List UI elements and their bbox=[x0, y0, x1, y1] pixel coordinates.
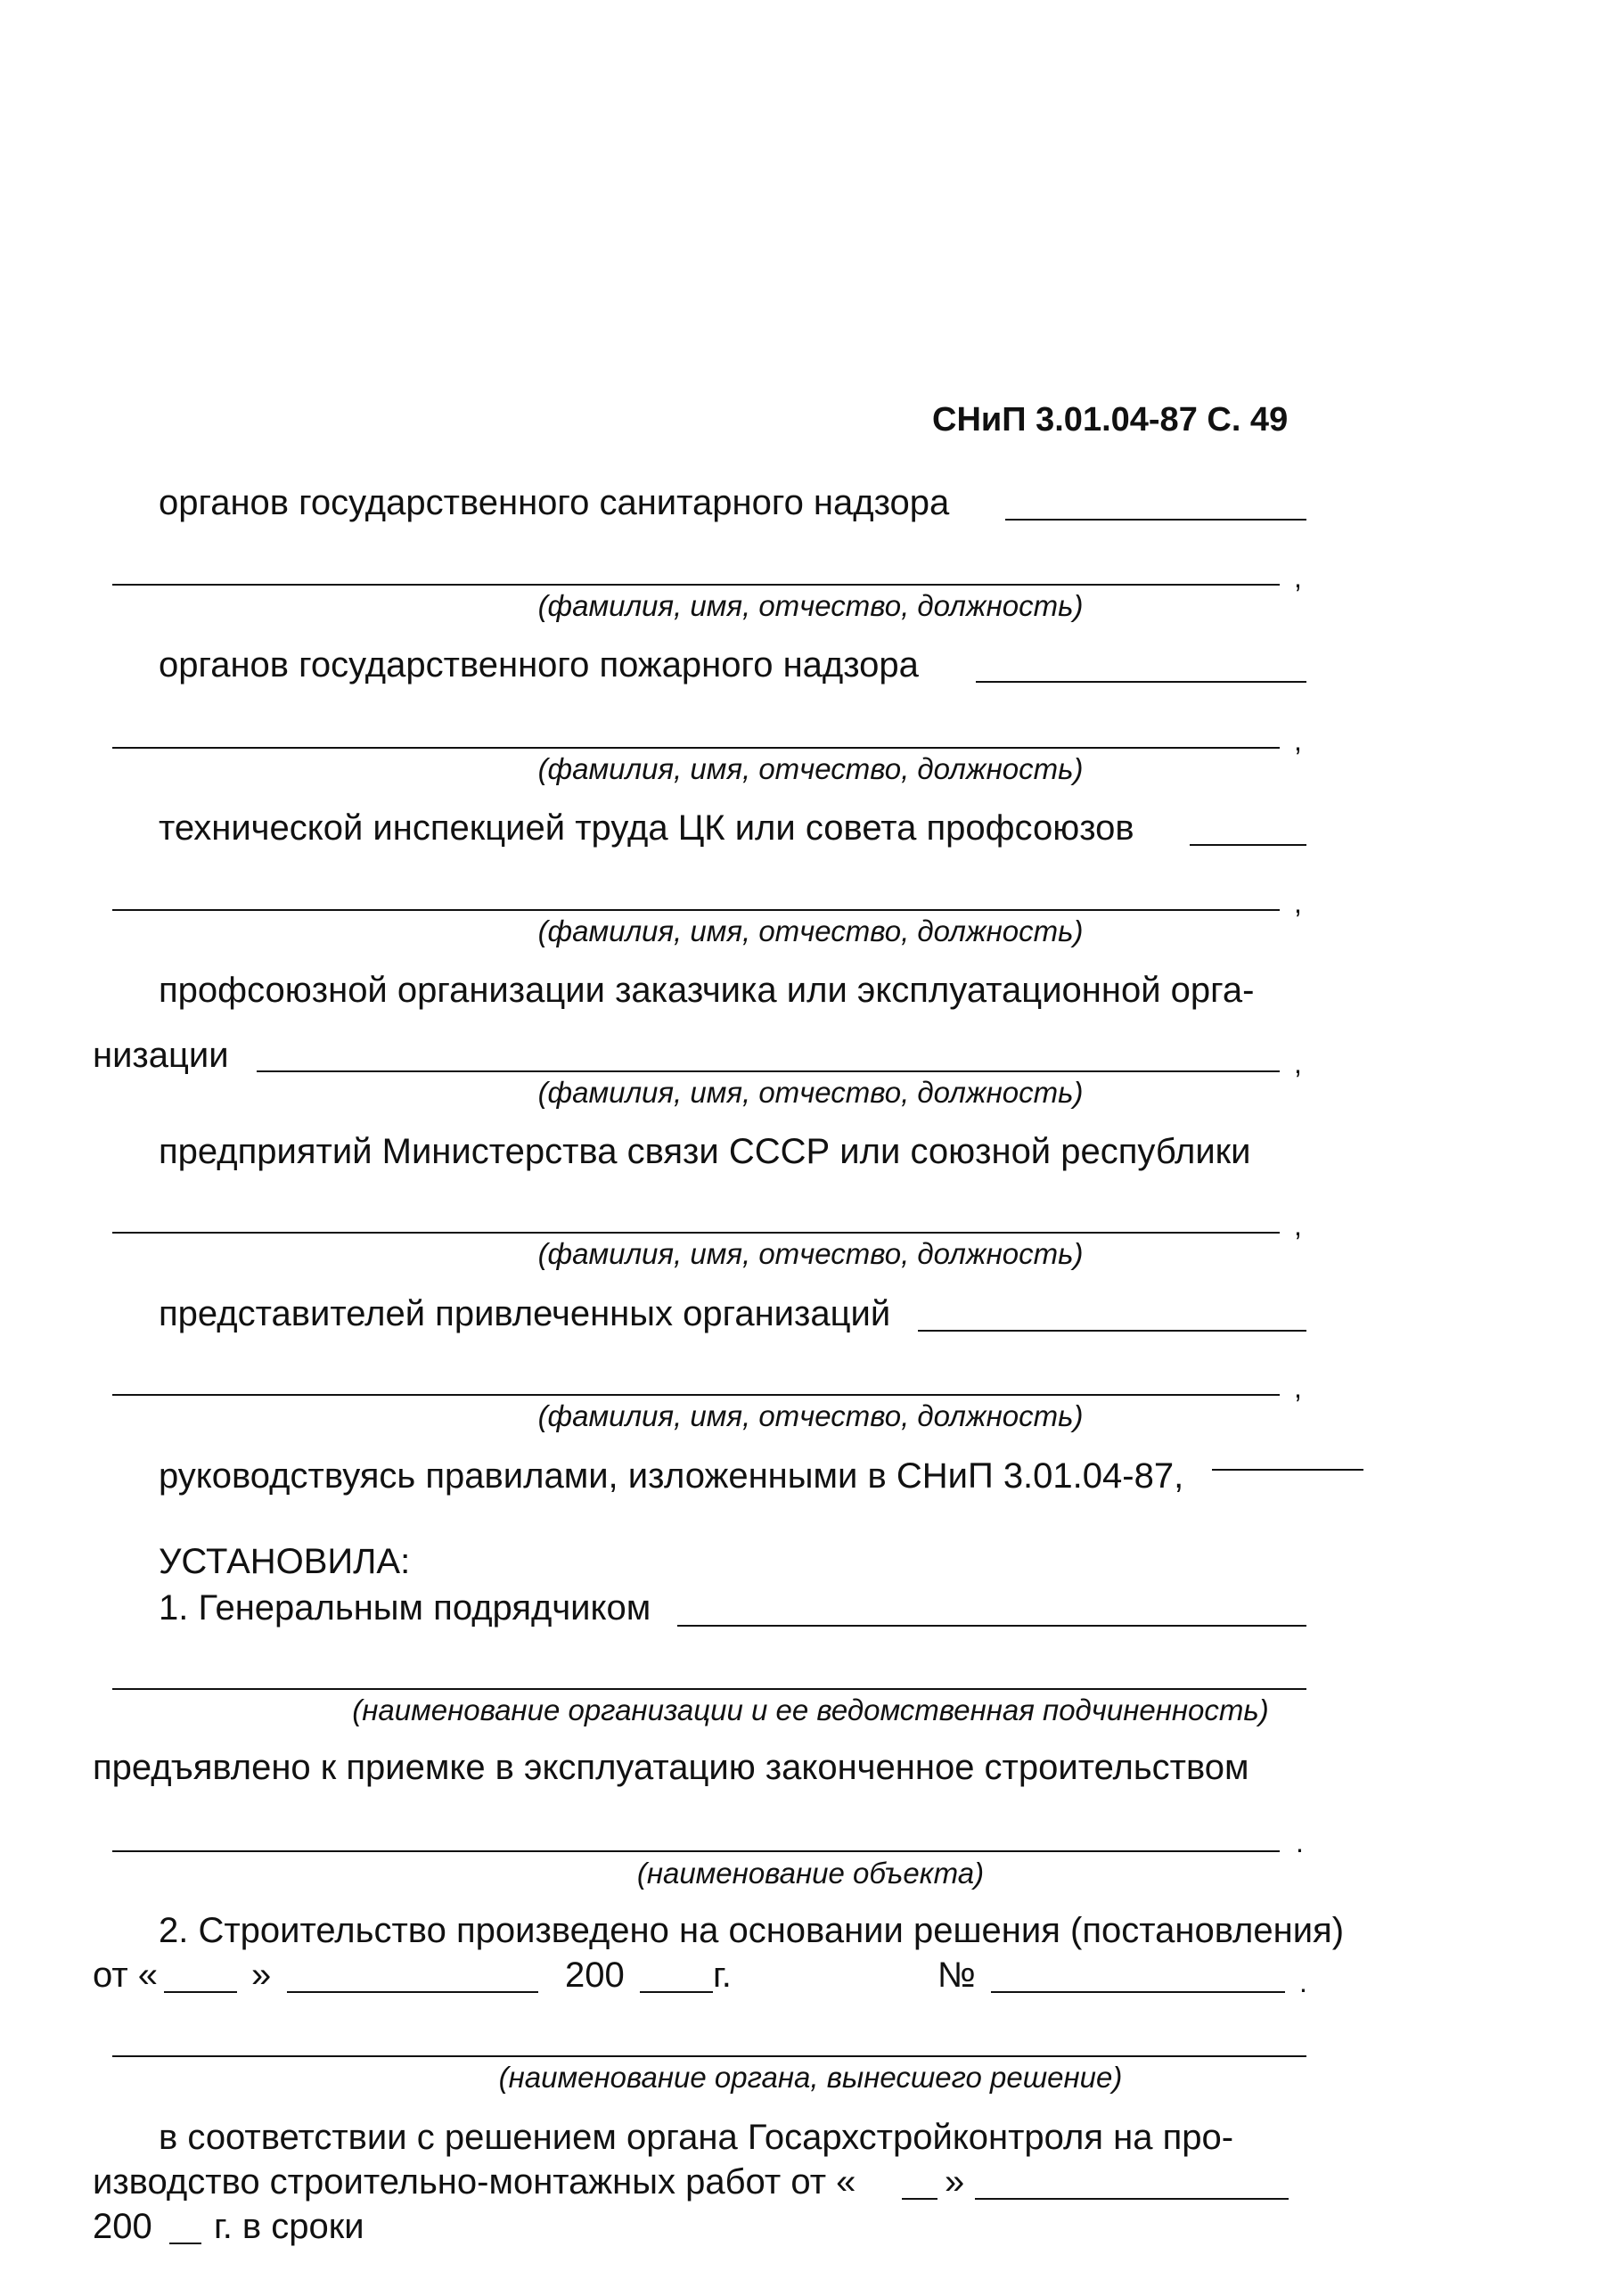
text-labor-inspection: технической инспекцией труда ЦК или совета профсоюзов bbox=[159, 808, 1134, 848]
text-accordance-year: 200 bbox=[93, 2207, 152, 2246]
fill-line[interactable] bbox=[112, 747, 1280, 749]
caption-issuing-body: (наименование органа, вынесшего решение) bbox=[498, 2061, 1123, 2094]
comma: , bbox=[1294, 562, 1302, 594]
text-item1: 1. Генеральным подрядчиком bbox=[159, 1588, 651, 1628]
text-quote-close: » bbox=[251, 1956, 272, 1995]
period: . bbox=[1299, 1966, 1307, 1998]
text-established: УСТАНОВИЛА: bbox=[159, 1542, 411, 1581]
caption-object: (наименование объекта) bbox=[636, 1857, 985, 1890]
day-field[interactable] bbox=[902, 2198, 937, 2200]
fill-line[interactable] bbox=[112, 1850, 1280, 1852]
caption-fio: (фамилия, имя, отчество, должность) bbox=[537, 1237, 1084, 1270]
text-comm-ministry: предприятий Министерства связи СССР или союзной республики bbox=[159, 1132, 1251, 1171]
number-field[interactable] bbox=[991, 1991, 1285, 1993]
comma: , bbox=[1294, 1372, 1302, 1404]
text-union-org-1: профсоюзной организации заказчика или эксплуатационной орга- bbox=[159, 971, 1255, 1010]
day-field[interactable] bbox=[164, 1991, 237, 1993]
text-guided-by: руководствуясь правилами, изложенными в СНиП 3.01.04-87, bbox=[159, 1456, 1184, 1496]
fill-line[interactable] bbox=[976, 681, 1306, 683]
caption-organization: (наименование организации и ее ведомственная подчиненность) bbox=[352, 1693, 1269, 1726]
comma: , bbox=[1294, 1047, 1302, 1079]
text-accordance-terms: г. в сроки bbox=[214, 2207, 364, 2246]
fill-line[interactable] bbox=[112, 1232, 1280, 1234]
page-header: СНиП 3.01.04-87 С. 49 bbox=[932, 401, 1289, 439]
comma: , bbox=[1294, 887, 1302, 919]
strike-line bbox=[1212, 1469, 1363, 1471]
caption-fio: (фамилия, имя, отчество, должность) bbox=[537, 1399, 1084, 1432]
text-number-sign: № bbox=[937, 1956, 976, 1995]
fill-line[interactable] bbox=[918, 1330, 1306, 1332]
month-field[interactable] bbox=[287, 1991, 538, 1993]
year-field[interactable] bbox=[640, 1991, 713, 1993]
text-presented: предъявлено к приемке в эксплуатацию законченное строительством bbox=[93, 1748, 1249, 1787]
text-sanitary-supervision: органов государственного санитарного надзора bbox=[159, 483, 950, 522]
text-fire-supervision: органов государственного пожарного надзора bbox=[159, 645, 919, 685]
caption-fio: (фамилия, имя, отчество, должность) bbox=[537, 1076, 1084, 1109]
text-representatives: представителей привлеченных организаций bbox=[159, 1294, 891, 1333]
caption-fio: (фамилия, имя, отчество, должность) bbox=[537, 589, 1084, 622]
text-from: от « bbox=[93, 1956, 159, 1995]
caption-fio: (фамилия, имя, отчество, должность) bbox=[537, 752, 1084, 785]
comma: , bbox=[1294, 1210, 1302, 1242]
comma: , bbox=[1294, 725, 1302, 757]
fill-line[interactable] bbox=[112, 2055, 1306, 2057]
fill-line[interactable] bbox=[112, 584, 1280, 586]
fill-line[interactable] bbox=[1005, 519, 1306, 521]
month-field[interactable] bbox=[975, 2198, 1289, 2200]
text-year-suffix: г. bbox=[713, 1956, 732, 1995]
fill-line[interactable] bbox=[257, 1070, 1280, 1072]
fill-line[interactable] bbox=[1190, 844, 1306, 846]
text-quote-close: » bbox=[945, 2162, 965, 2202]
text-accordance-1: в соответствии с решением органа Госархстройконтроля на про- bbox=[159, 2118, 1234, 2157]
period: . bbox=[1296, 1826, 1304, 1858]
text-item2: 2. Строительство произведено на основании решения (постановления) bbox=[159, 1911, 1345, 1950]
text-accordance-2: изводство строительно-монтажных работ от « bbox=[93, 2162, 856, 2202]
fill-line[interactable] bbox=[112, 909, 1280, 911]
caption-fio: (фамилия, имя, отчество, должность) bbox=[537, 914, 1084, 947]
fill-line[interactable] bbox=[112, 1394, 1280, 1396]
year-field[interactable] bbox=[169, 2243, 201, 2244]
text-union-org-2: низации bbox=[93, 1036, 229, 1075]
fill-line[interactable] bbox=[677, 1625, 1306, 1627]
text-year-prefix: 200 bbox=[565, 1956, 625, 1995]
fill-line[interactable] bbox=[112, 1688, 1306, 1690]
